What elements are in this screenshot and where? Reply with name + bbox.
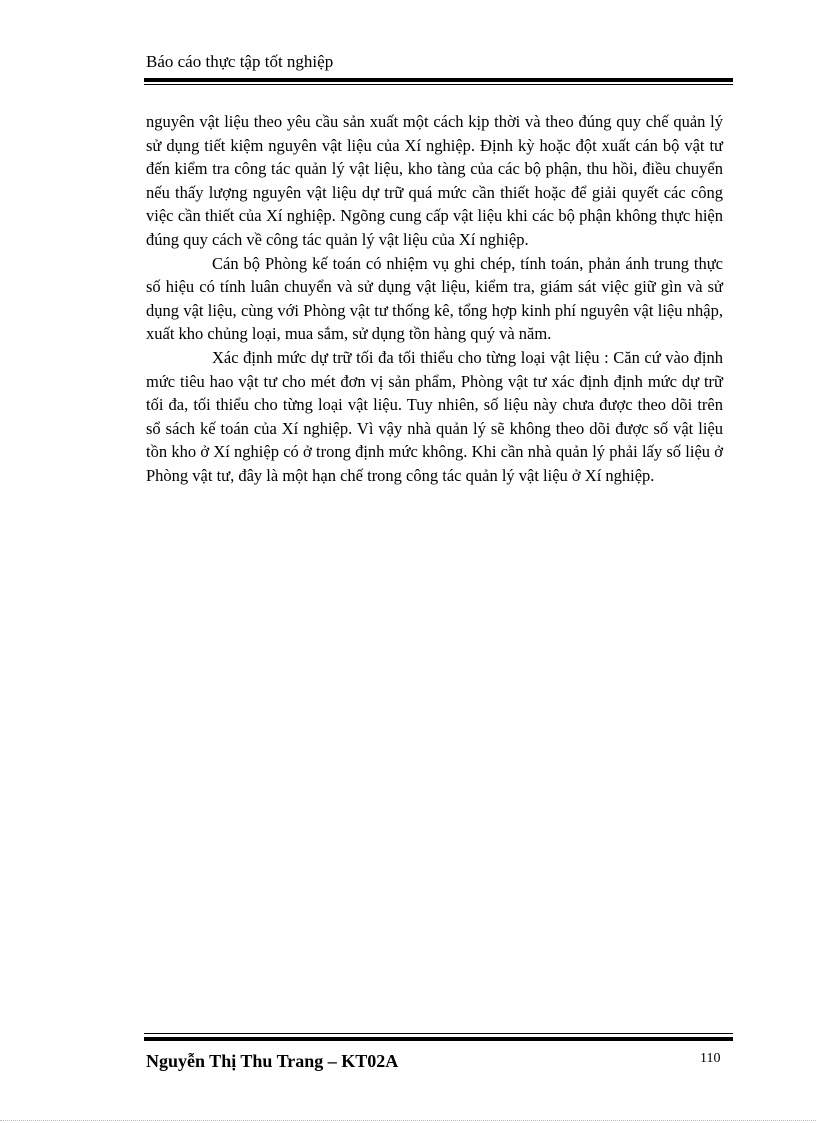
paragraph-2: Cán bộ Phòng kế toán có nhiệm vụ ghi chép, tính toán, phản ánh trung thực số hiệu có tính luân chuyển và sử dụng vật liệu, kiểm tra, giám sát việc giữ gìn và sử dụng vật liệu, cùng với Phòng vật tư thống kê, tổng hợp kinh phí nguyên vật liệu nhập, xuất kho chủng loại, mua sắm, sử dụng tồn hàng quý và năm. bbox=[146, 253, 723, 344]
page-bottom-border bbox=[0, 1120, 816, 1122]
footer-author: Nguyễn Thị Thu Trang – KT02A bbox=[146, 1051, 399, 1071]
footer-rule-thick bbox=[144, 1037, 733, 1041]
body-text bbox=[146, 110, 723, 488]
paragraph-3: Xác định mức dự trữ tối đa tối thiểu cho từng loại vật liệu : Căn cứ vào định mức tiêu hao vật tư cho mét đơn vị sản phẩm, Phòng vật tư xác định định mức dự trữ tối đa, tối thiểu cho từng loại vật liệu. Tuy nhiên, số liệu này chưa được theo dõi trên sổ sách kế toán của Xí nghiệp. Vì vậy nhà quản lý sẽ không theo dõi được số vật liệu tồn kho ở Xí nghiệp có ở trong định mức không. Khi cần nhà quản lý phải lấy số liệu ở Phòng vật tư, đây là một hạn chế trong công tác quản lý vật liệu ở Xí nghiệp. bbox=[146, 347, 723, 485]
page-header-title: Báo cáo thực tập tốt nghiệp bbox=[146, 52, 334, 71]
header-rule-thin bbox=[144, 84, 733, 85]
page-number: 110 bbox=[700, 1051, 721, 1066]
paragraph-1: nguyên vật liệu theo yêu cầu sản xuất một cách kịp thời và theo đúng quy chế quản lý sử dụng tiết kiệm nguyên vật liệu của Xí nghiệp. Định kỳ hoặc đột xuất cán bộ vật tư đến kiểm tra công tác quản lý vật liệu, kho tàng của các bộ phận, thu hồi, điều chuyển nếu thấy lượng nguyên vật liệu dự trữ quá mức cần thiết hoặc để giải quyết các công việc cần thiết của Xí nghiệp. Ngõng cung cấp vật liệu khi các bộ phận không thực hiện đúng quy cách về công tác quản lý vật liệu của Xí nghiệp. bbox=[146, 112, 723, 249]
footer-rule-thin bbox=[144, 1033, 733, 1034]
header-rule-thick bbox=[144, 78, 733, 82]
